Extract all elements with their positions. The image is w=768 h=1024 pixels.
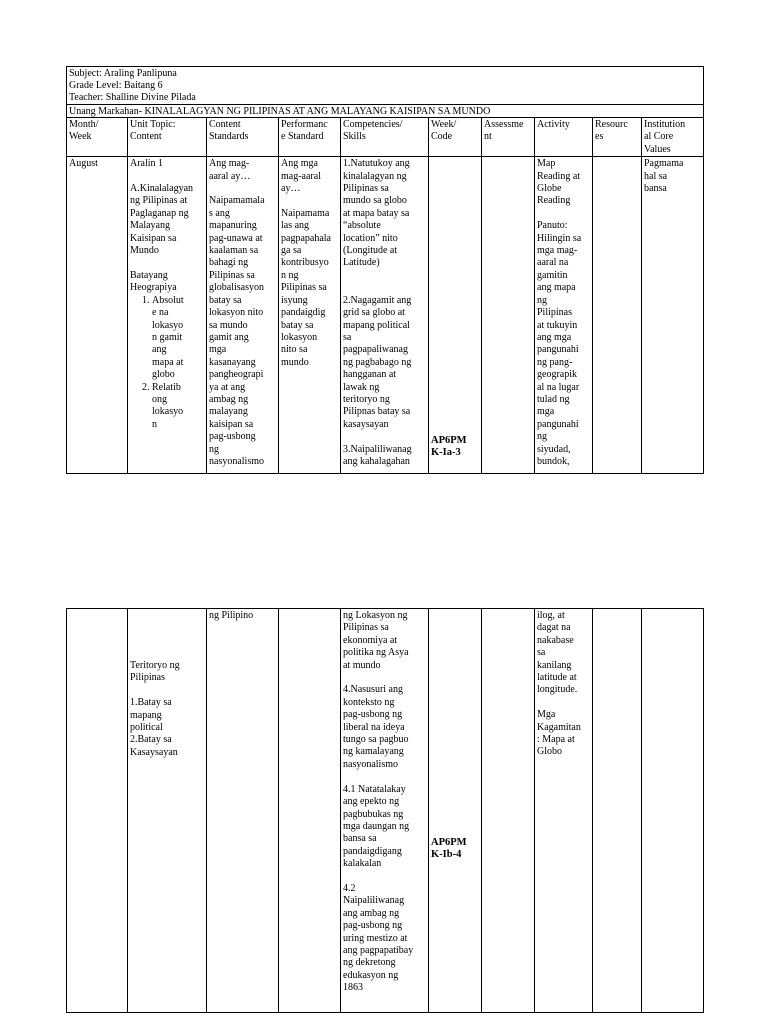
activity-cell: ilog, at dagat na nakabase sa kanilang latitude at longitude. Mga Kagamitan : Mapa at Globo xyxy=(535,609,593,1013)
col-header-unit-topic: Unit Topic: Content xyxy=(128,118,207,157)
assessment-cell xyxy=(482,157,535,474)
lesson-plan-table-page2 xyxy=(66,608,704,1013)
table-row xyxy=(67,609,704,1013)
competencies-cell: 1.Natutukoy ang kinalalagyan ng Pilipinas sa mundo sa globo at mapa batay sa “absolute location” nito (Longitude at Latitude) 2.Nagagamit ang grid sa globo at mapang political sa pagpapaliwanag ng pagbabago ng hangganan at lawak ng teritoryo ng Pilipnas batay sa kasaysayan 3.Naipaliliwanag ang kahalagahan xyxy=(341,157,429,474)
header-info xyxy=(67,67,704,105)
month-cell xyxy=(67,609,128,1013)
activity-cell: Map Reading at Globe Reading Panuto: Hilingin sa mga mag- aaral na gamitin ang mapa ng Pilipinas at tukuyin ang mga pangunahi ng pang- geograpik al na lugar tulad ng mga pangunahi ng siyudad, bundok, xyxy=(535,157,593,474)
list-item: 1. Absolut e na lokasyo n gamit ang mapa at globo xyxy=(152,295,204,382)
subject-label: Subject: Araling Panlipuna xyxy=(69,68,177,79)
col-header-competencies: Competencies/ Skills xyxy=(341,118,429,157)
col-header-week-code: Week/ Code xyxy=(429,118,482,157)
list-item: 2. Relatib ong lokasyo n xyxy=(152,382,204,432)
lesson-plan-table-page1 xyxy=(66,66,704,474)
col-header-content-standards: Content Standards xyxy=(207,118,279,157)
core-values-cell: Pagmama hal sa bansa xyxy=(642,157,704,474)
week-code-text: AP6PM K-Ib-4 xyxy=(431,837,467,860)
unit-topic-text: Teritoryo ng Pilipinas 1.Batay sa mapang political 2.Batay sa Kasaysayan xyxy=(130,660,180,758)
resources-cell xyxy=(593,157,642,474)
quarter-title: Unang Markahan- KINALALAGYAN NG PILIPINAS AT ANG MALAYANG KAISIPAN SA MUNDO xyxy=(69,106,491,117)
grade-level-label: Grade Level: Baitang 6 xyxy=(69,80,163,91)
quarter-banner xyxy=(67,105,704,118)
core-values-cell xyxy=(642,609,704,1013)
col-header-core-values: Institution al Core Values xyxy=(642,118,704,157)
content-standards-cell: ng Pilipino xyxy=(207,609,279,1013)
month-cell: August xyxy=(67,157,128,474)
unit-topic-cell xyxy=(128,609,207,1013)
week-code-text: AP6PM K-Ia-3 xyxy=(431,435,467,459)
content-standards-cell: Ang mag- aaral ay… Naipamamala s ang mapanuring pag-unawa at kaalaman sa bahagi ng Pilipinas sa globalisasyon batay sa lokasyon nito sa mundo gamit ang mga kasanayang pangheograpi ya at ang ambag ng malayang kaisipan sa pag-usbong ng nasyonalismo xyxy=(207,157,279,474)
table-row xyxy=(67,157,704,474)
teacher-label: Teacher: Shalline Divine Pilada xyxy=(69,92,196,103)
column-header-row xyxy=(67,118,704,157)
week-code-cell xyxy=(429,609,482,1013)
performance-standard-cell xyxy=(279,609,341,1013)
unit-topic-list xyxy=(130,295,204,431)
col-header-performance-standard: Performanc e Standard xyxy=(279,118,341,157)
week-code-cell xyxy=(429,157,482,474)
resources-cell xyxy=(593,609,642,1013)
unit-topic-cell xyxy=(128,157,207,474)
assessment-cell xyxy=(482,609,535,1013)
competencies-cell: ng Lokasyon ng Pilipinas sa ekonomiya at politika ng Asya at mundo 4.Nasusuri ang konteksto ng pag-usbong ng liberal na ideya tungo sa pagbuo ng kamalayang nasyonalismo 4.1 Natatalakay ang epekto ng pagbubukas ng mga daungan ng bansa sa pandaigdigang kalakalan 4.2 Naipaliliwanag ang ambag ng pag-usbong ng uring mestizo at ang pagpapatibay ng dekretong edukasyon ng 1863 xyxy=(341,609,429,1013)
performance-standard-cell: Ang mga mag-aaral ay… Naipamama las ang pagpapahala ga sa kontribusyo n ng Pilipinas sa isyung pandaigdig batay sa lokasyon nito sa mundo xyxy=(279,157,341,474)
col-header-month-week: Month/ Week xyxy=(67,118,128,157)
col-header-resources: Resourc es xyxy=(593,118,642,157)
unit-topic-text: Aralin 1 A.Kinalalagyan ng Pilipinas at Paglaganap ng Malayang Kaisipan sa Mundo Batayang Heograpiya xyxy=(130,158,194,294)
col-header-assessment: Assessme nt xyxy=(482,118,535,157)
col-header-activity: Activity xyxy=(535,118,593,157)
